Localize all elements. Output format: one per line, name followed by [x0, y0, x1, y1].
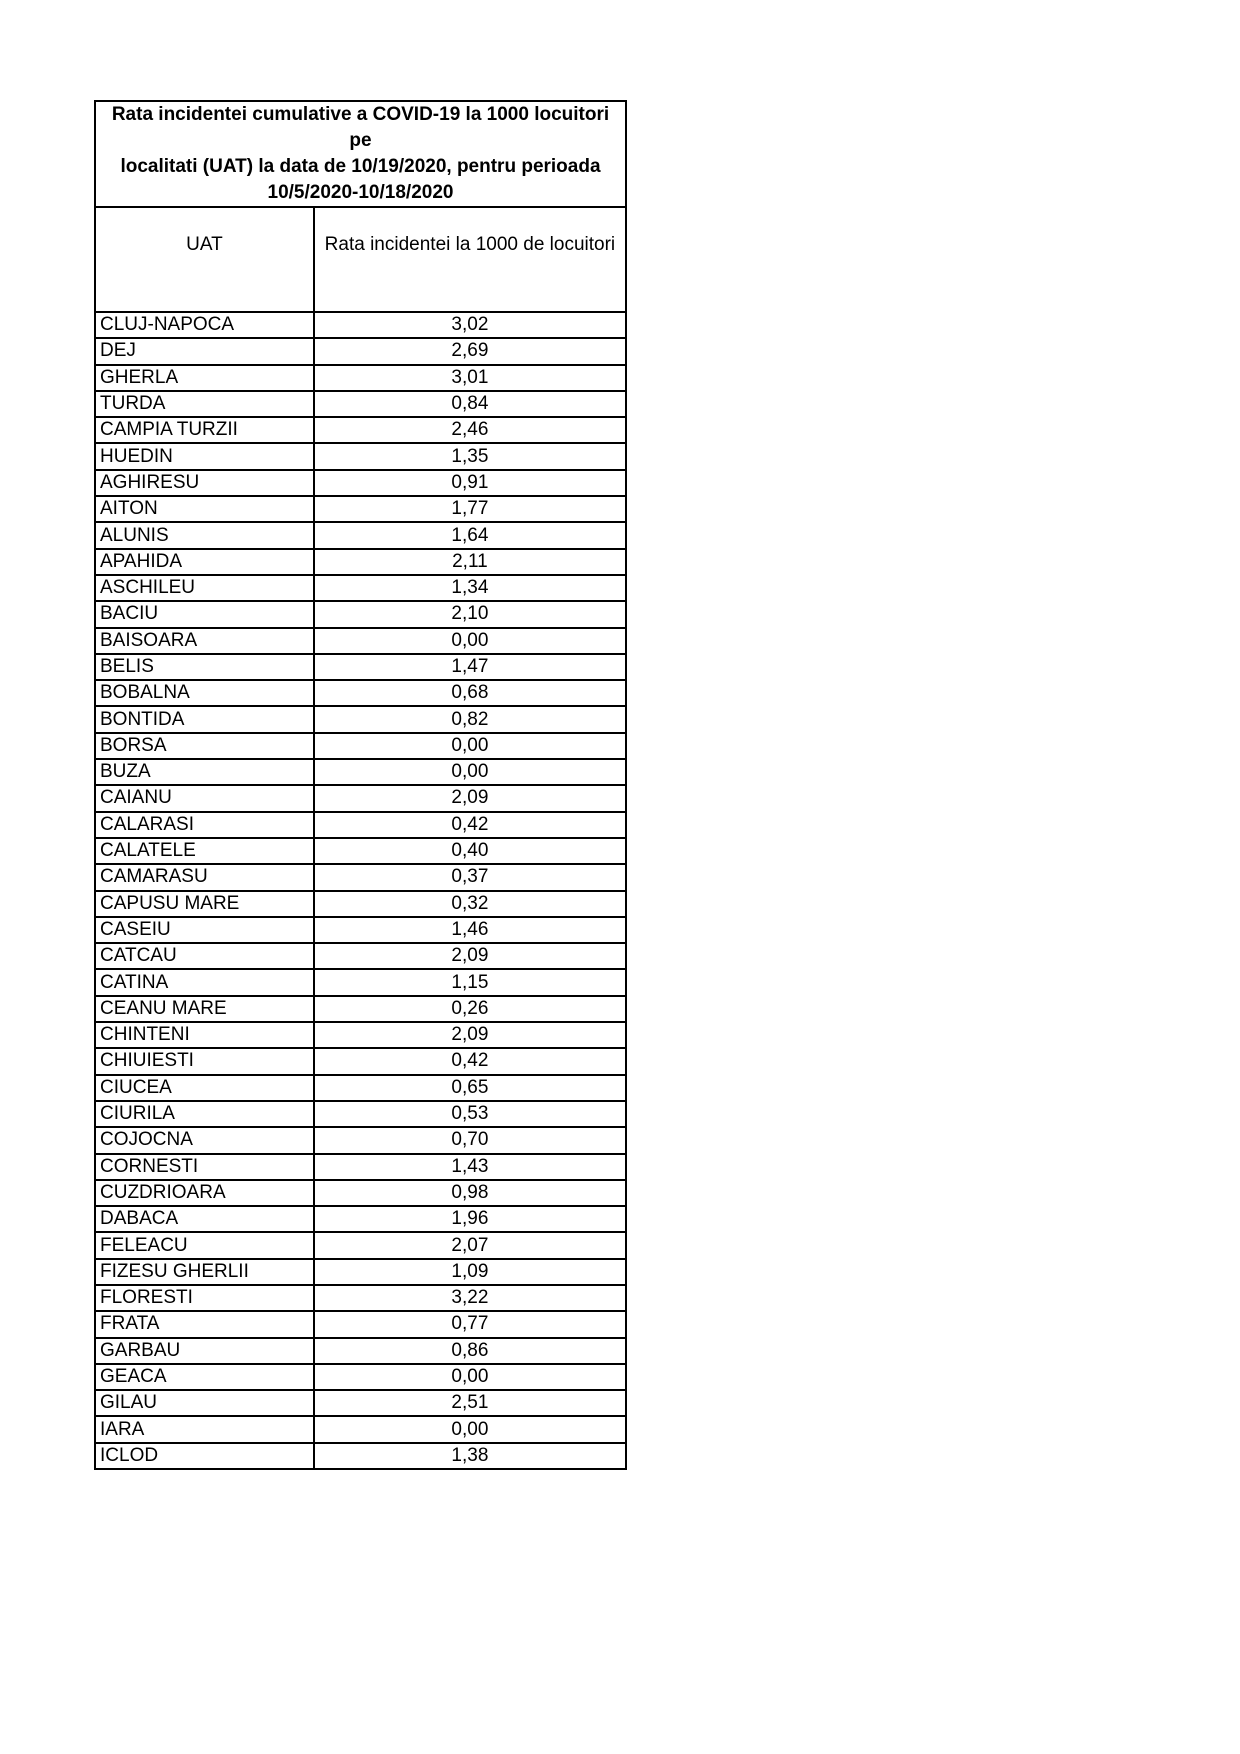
incidence-rate-cell: 0,42	[314, 1048, 626, 1074]
table-row	[95, 680, 626, 706]
table-row	[95, 1285, 626, 1311]
table-row	[95, 1022, 626, 1048]
uat-name-cell: CEANU MARE	[95, 996, 314, 1022]
incidence-rate-cell: 0,00	[314, 759, 626, 785]
table-row	[95, 628, 626, 654]
uat-name-cell: HUEDIN	[95, 443, 314, 469]
table-row	[95, 1232, 626, 1258]
title-line-2: localitati (UAT) la data de 10/19/2020, pentru perioada	[120, 156, 601, 177]
incidence-rate-cell: 2,10	[314, 601, 626, 627]
uat-name-cell: BORSA	[95, 733, 314, 759]
table-row	[95, 1416, 626, 1442]
uat-name-cell: CAMPIA TURZII	[95, 417, 314, 443]
table-row	[95, 785, 626, 811]
uat-name-cell: CLUJ-NAPOCA	[95, 312, 314, 338]
table-row	[95, 1311, 626, 1337]
uat-name-cell: FRATA	[95, 1311, 314, 1337]
incidence-rate-cell: 3,01	[314, 365, 626, 391]
incidence-rate-cell: 0,91	[314, 470, 626, 496]
column-header-row	[95, 207, 626, 312]
incidence-rate-cell: 1,47	[314, 654, 626, 680]
table-body	[95, 312, 626, 1469]
incidence-rate-cell: 2,09	[314, 785, 626, 811]
incidence-rate-cell: 0,53	[314, 1101, 626, 1127]
incidence-rate-cell: 0,84	[314, 391, 626, 417]
uat-name-cell: CIUCEA	[95, 1075, 314, 1101]
incidence-rate-cell: 1,34	[314, 575, 626, 601]
table-row	[95, 1364, 626, 1390]
column-header-rate: Rata incidentei la 1000 de locuitori	[314, 207, 626, 312]
table-row	[95, 470, 626, 496]
incidence-rate-cell: 1,35	[314, 443, 626, 469]
incidence-rate-cell: 0,00	[314, 733, 626, 759]
table-row	[95, 1048, 626, 1074]
table-row	[95, 1075, 626, 1101]
table-row	[95, 1259, 626, 1285]
incidence-rate-cell: 1,64	[314, 522, 626, 548]
uat-name-cell: BACIU	[95, 601, 314, 627]
incidence-rate-cell: 0,98	[314, 1180, 626, 1206]
uat-name-cell: CATCAU	[95, 943, 314, 969]
uat-name-cell: GARBAU	[95, 1338, 314, 1364]
uat-name-cell: CALARASI	[95, 812, 314, 838]
uat-name-cell: FELEACU	[95, 1232, 314, 1258]
incidence-rate-cell: 2,46	[314, 417, 626, 443]
uat-name-cell: CALATELE	[95, 838, 314, 864]
uat-name-cell: DABACA	[95, 1206, 314, 1232]
uat-name-cell: BAISOARA	[95, 628, 314, 654]
incidence-rate-cell: 3,02	[314, 312, 626, 338]
table-row	[95, 443, 626, 469]
incidence-rate-cell: 1,15	[314, 969, 626, 995]
incidence-rate-cell: 2,07	[314, 1232, 626, 1258]
incidence-rate-cell: 3,22	[314, 1285, 626, 1311]
table-row	[95, 391, 626, 417]
incidence-rate-cell: 0,00	[314, 628, 626, 654]
uat-name-cell: TURDA	[95, 391, 314, 417]
incidence-rate-cell: 0,82	[314, 706, 626, 732]
incidence-rate-cell: 1,46	[314, 917, 626, 943]
uat-name-cell: CORNESTI	[95, 1154, 314, 1180]
uat-name-cell: COJOCNA	[95, 1127, 314, 1153]
uat-name-cell: BOBALNA	[95, 680, 314, 706]
incidence-rate-cell: 1,38	[314, 1443, 626, 1469]
uat-name-cell: CAMARASU	[95, 864, 314, 890]
uat-name-cell: BELIS	[95, 654, 314, 680]
uat-name-cell: BUZA	[95, 759, 314, 785]
table-row	[95, 496, 626, 522]
table-row	[95, 706, 626, 732]
incidence-rate-cell: 0,70	[314, 1127, 626, 1153]
incidence-rate-cell: 0,68	[314, 680, 626, 706]
table-row	[95, 1390, 626, 1416]
uat-name-cell: CASEIU	[95, 917, 314, 943]
incidence-rate-cell: 0,00	[314, 1364, 626, 1390]
incidence-rate-cell: 2,51	[314, 1390, 626, 1416]
table-row	[95, 733, 626, 759]
uat-name-cell: GEACA	[95, 1364, 314, 1390]
incidence-rate-cell: 0,37	[314, 864, 626, 890]
table-title	[95, 101, 626, 207]
table-row	[95, 601, 626, 627]
table-row	[95, 312, 626, 338]
uat-name-cell: GILAU	[95, 1390, 314, 1416]
uat-name-cell: IARA	[95, 1416, 314, 1442]
table-row	[95, 1180, 626, 1206]
uat-name-cell: CHINTENI	[95, 1022, 314, 1048]
table-row	[95, 1154, 626, 1180]
table-row	[95, 654, 626, 680]
uat-name-cell: ASCHILEU	[95, 575, 314, 601]
table-row	[95, 969, 626, 995]
table-row	[95, 812, 626, 838]
incidence-rate-cell: 1,43	[314, 1154, 626, 1180]
uat-name-cell: ICLOD	[95, 1443, 314, 1469]
uat-name-cell: GHERLA	[95, 365, 314, 391]
incidence-rate-cell: 1,09	[314, 1259, 626, 1285]
incidence-rate-cell: 0,00	[314, 1416, 626, 1442]
incidence-rate-cell: 1,77	[314, 496, 626, 522]
title-line-1: Rata incidentei cumulative a COVID-19 la 1000 locuitori pe	[111, 104, 610, 151]
uat-name-cell: AITON	[95, 496, 314, 522]
incidence-rate-cell: 0,77	[314, 1311, 626, 1337]
incidence-rate-cell: 0,42	[314, 812, 626, 838]
table-row	[95, 575, 626, 601]
table-row	[95, 338, 626, 364]
incidence-rate-cell: 0,65	[314, 1075, 626, 1101]
table-row	[95, 1101, 626, 1127]
table-row	[95, 917, 626, 943]
title-line-3: 10/5/2020-10/18/2020	[267, 182, 454, 203]
table-row	[95, 1338, 626, 1364]
incidence-rate-cell: 0,26	[314, 996, 626, 1022]
incidence-rate-cell: 2,69	[314, 338, 626, 364]
title-row	[95, 101, 626, 207]
uat-name-cell: FIZESU GHERLII	[95, 1259, 314, 1285]
table-row	[95, 996, 626, 1022]
table-row	[95, 759, 626, 785]
uat-name-cell: CATINA	[95, 969, 314, 995]
table-row	[95, 365, 626, 391]
incidence-rate-cell: 1,96	[314, 1206, 626, 1232]
uat-name-cell: CAPUSU MARE	[95, 891, 314, 917]
table-row	[95, 1443, 626, 1469]
incidence-rate-cell: 0,86	[314, 1338, 626, 1364]
uat-name-cell: APAHIDA	[95, 549, 314, 575]
table-row	[95, 891, 626, 917]
uat-name-cell: BONTIDA	[95, 706, 314, 732]
incidence-rate-cell: 2,11	[314, 549, 626, 575]
table-row	[95, 1127, 626, 1153]
column-header-uat: UAT	[95, 207, 314, 312]
uat-name-cell: CIURILA	[95, 1101, 314, 1127]
uat-name-cell: ALUNIS	[95, 522, 314, 548]
table-row	[95, 864, 626, 890]
incidence-rate-cell: 0,32	[314, 891, 626, 917]
table-row	[95, 549, 626, 575]
uat-name-cell: DEJ	[95, 338, 314, 364]
incidence-rate-cell: 0,40	[314, 838, 626, 864]
uat-name-cell: CUZDRIOARA	[95, 1180, 314, 1206]
incidence-table	[94, 100, 627, 1470]
table-row	[95, 417, 626, 443]
uat-name-cell: FLORESTI	[95, 1285, 314, 1311]
table-row	[95, 1206, 626, 1232]
table-row	[95, 522, 626, 548]
uat-name-cell: AGHIRESU	[95, 470, 314, 496]
uat-name-cell: CHIUIESTI	[95, 1048, 314, 1074]
incidence-rate-cell: 2,09	[314, 1022, 626, 1048]
incidence-rate-cell: 2,09	[314, 943, 626, 969]
table-row	[95, 943, 626, 969]
table-row	[95, 838, 626, 864]
uat-name-cell: CAIANU	[95, 785, 314, 811]
